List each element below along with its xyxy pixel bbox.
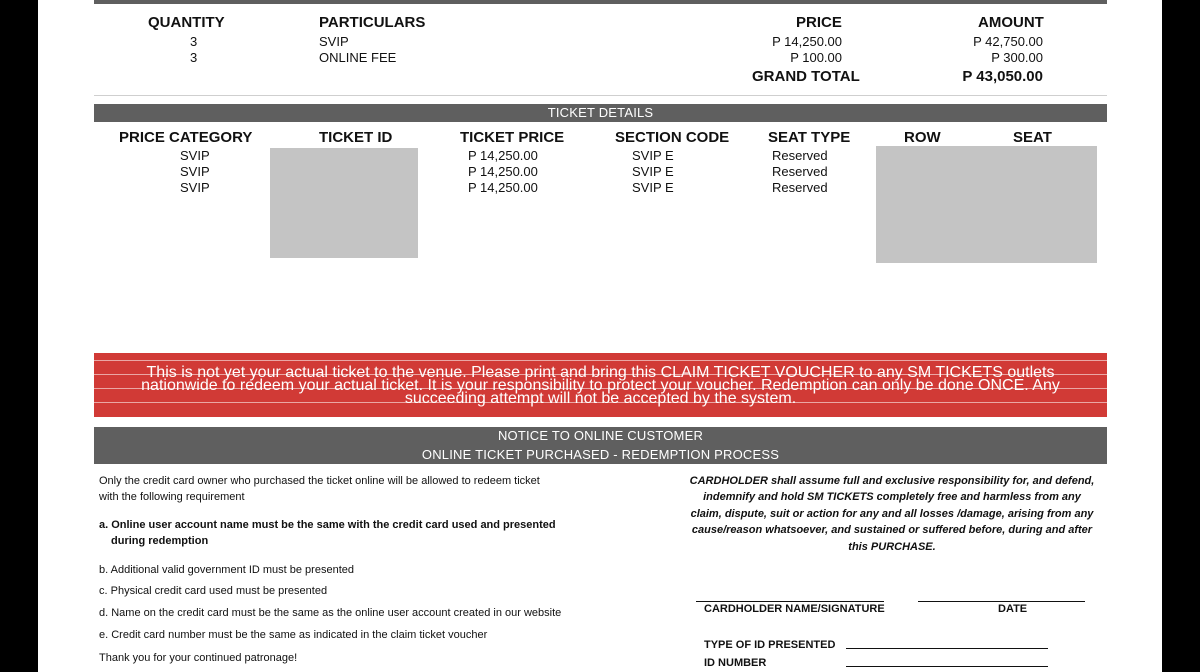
notice-intro-line-2: with the following requirement — [99, 491, 245, 503]
ticket-category-3: SVIP — [180, 180, 210, 195]
notice-intro-line-1: Only the credit card owner who purchased the ticket online will be allowed to redeem ticket — [99, 475, 540, 487]
warning-stripe — [94, 360, 1107, 361]
warning-line-2: nationwide to redeem your actual ticket. It is your responsibility to protect your voucher. Redemption can only be done ONCE. Any — [141, 377, 1060, 394]
txn-price-1: P 14,250.00 — [772, 34, 842, 49]
id-number-label: ID NUMBER — [704, 657, 767, 669]
claim-voucher-page — [38, 0, 1162, 672]
requirement-a-line-2: during redemption — [111, 535, 209, 547]
ticket-section-2: SVIP E — [632, 164, 674, 179]
requirement-e: e. Credit card number must be the same as indicated in the claim ticket voucher — [99, 629, 488, 641]
grand-total-value: P 43,050.00 — [962, 68, 1043, 85]
ticket-seat-type-3: Reserved — [772, 180, 828, 195]
disclaimer-line-5: this PURCHASE. — [848, 541, 936, 553]
disclaimer-line-3: claim, dispute, suit or action for any and all losses /damage, arising from any — [690, 508, 1094, 520]
row-seat-redaction — [876, 146, 1097, 263]
txn-amount-2: P 300.00 — [991, 50, 1043, 65]
transaction-details-bar — [94, 0, 1107, 4]
requirement-a-line-1: a. Online user account name must be the same with the credit card used and presented — [99, 519, 556, 531]
col-header-price-category: PRICE CATEGORY — [119, 129, 253, 146]
txn-qty-1: 3 — [190, 34, 198, 49]
txn-amount-1: P 42,750.00 — [973, 34, 1043, 49]
ticket-id-redaction — [270, 148, 418, 258]
ticket-section-3: SVIP E — [632, 180, 674, 195]
notice-subtitle-bar: ONLINE TICKET PURCHASED - REDEMPTION PROCESS — [94, 445, 1107, 464]
id-type-line — [846, 648, 1048, 649]
ticket-seat-type-2: Reserved — [772, 164, 828, 179]
txn-qty-2: 3 — [190, 50, 198, 65]
requirement-c: c. Physical credit card used must be presented — [99, 585, 328, 597]
ticket-seat-type-1: Reserved — [772, 148, 828, 163]
disclaimer-line-4: cause/reason whatsoever, and sustained or suffered before, during and after — [691, 524, 1093, 536]
claim-voucher-warning — [94, 353, 1107, 417]
ticket-section-1: SVIP E — [632, 148, 674, 163]
date-label: DATE — [998, 603, 1028, 615]
ticket-details-bar: TICKET DETAILS — [94, 104, 1107, 122]
disclaimer-line-2: indemnify and hold SM TICKETS completely free and harmless from any — [703, 491, 1081, 503]
col-header-amount: AMOUNT — [978, 14, 1044, 31]
ticket-category-2: SVIP — [180, 164, 210, 179]
col-header-ticket-id: TICKET ID — [319, 129, 393, 146]
ticket-price-2: P 14,250.00 — [468, 164, 538, 179]
id-number-line — [846, 666, 1048, 667]
ticket-category-1: SVIP — [180, 148, 210, 163]
ticket-price-1: P 14,250.00 — [468, 148, 538, 163]
col-header-row: ROW — [904, 129, 941, 146]
divider — [94, 95, 1107, 96]
col-header-quantity: QUANTITY — [148, 14, 225, 31]
ticket-price-3: P 14,250.00 — [468, 180, 538, 195]
warning-line-1: This is not yet your actual ticket to the venue. Please print and bring this CLAIM TICKET VOUCHER to any SM TICKETS outlets — [146, 364, 1055, 381]
notice-title-bar: NOTICE TO ONLINE CUSTOMER — [94, 427, 1107, 445]
grand-total-label: GRAND TOTAL — [752, 68, 860, 85]
col-header-particulars: PARTICULARS — [319, 14, 426, 31]
txn-price-2: P 100.00 — [790, 50, 842, 65]
col-header-ticket-price: TICKET PRICE — [460, 129, 565, 146]
col-header-section-code: SECTION CODE — [615, 129, 730, 146]
disclaimer-line-1: CARDHOLDER shall assume full and exclusive responsibility for, and defend, — [689, 475, 1095, 487]
thank-you-note: Thank you for your continued patronage! — [99, 652, 298, 664]
cardholder-signature-label: CARDHOLDER NAME/SIGNATURE — [704, 603, 885, 615]
col-header-seat-type: SEAT TYPE — [768, 129, 851, 146]
warning-line-3: succeeding attempt will not be accepted by the system. — [404, 390, 797, 407]
col-header-seat: SEAT — [1013, 129, 1052, 146]
txn-particular-1: SVIP — [319, 34, 349, 49]
id-type-label: TYPE OF ID PRESENTED — [704, 639, 836, 651]
txn-particular-2: ONLINE FEE — [319, 50, 397, 65]
requirement-d: d. Name on the credit card must be the same as the online user account created in our website — [99, 607, 562, 619]
requirement-b: b. Additional valid government ID must be presented — [99, 564, 354, 576]
col-header-price: PRICE — [796, 14, 842, 31]
